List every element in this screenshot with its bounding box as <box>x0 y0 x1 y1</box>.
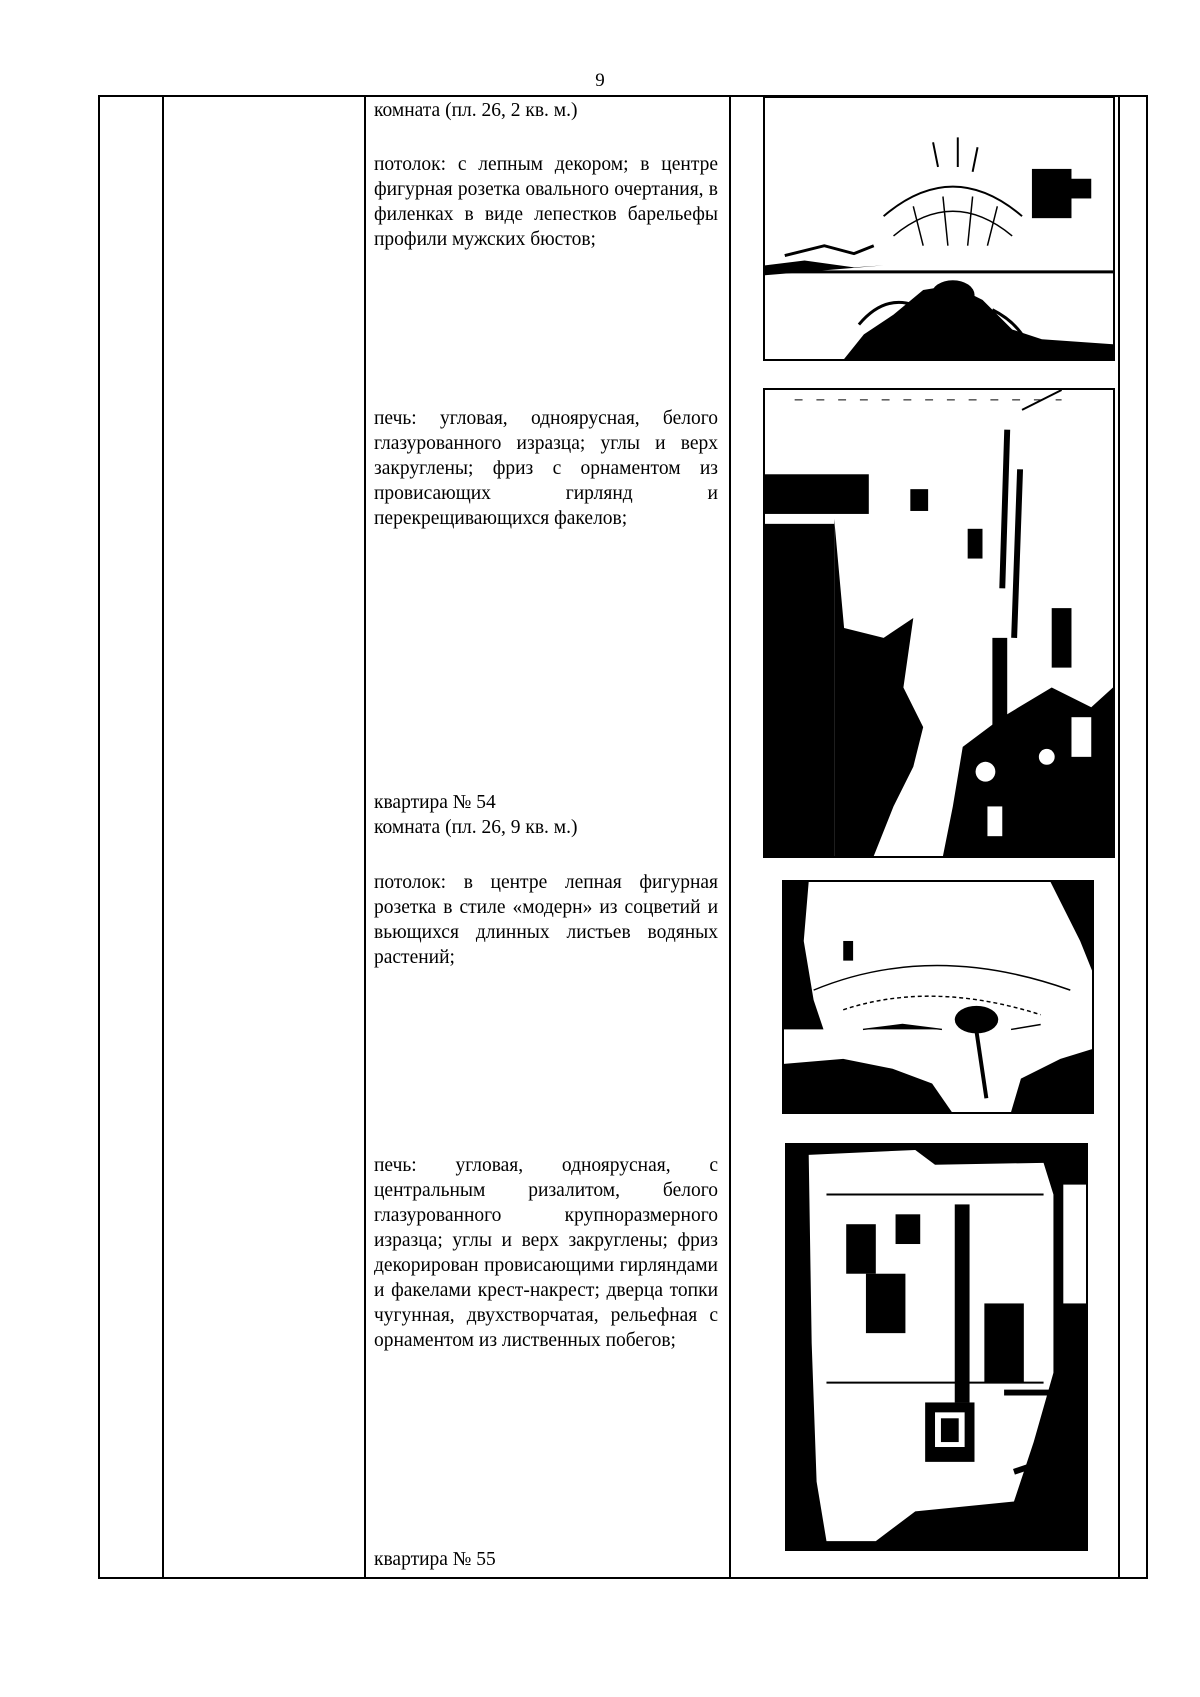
ceiling-rosette-lamp-photo <box>782 880 1094 1114</box>
column-divider-2 <box>364 95 366 1579</box>
ceiling-rosette-photo <box>763 96 1115 361</box>
corner-stove-photo <box>763 388 1115 858</box>
room-heading-1: комната (пл. 26, 2 кв. м.) <box>374 100 578 121</box>
stove-description-1: печь: угловая, одноярусная, белого глазурованного изразца; углы и верх закруглены; фриз с орнаментом из провисающих гирлянд и перекрещивающихся факелов; <box>374 408 718 529</box>
apartment-heading-55: квартира № 55 <box>374 1549 496 1570</box>
stove-description-2: печь: угловая, одноярусная, с центральным ризалитом, белого глазурованного крупноразмерного изразца; углы и верх закруглены; фриз декорирован провисающими гирляндами и факелами крест-накрест; дверца топки чугунная, двухстворчатая, рельефная с орнаментом из лиственных побегов; <box>374 1155 718 1351</box>
column-divider-1 <box>162 95 164 1579</box>
column-divider-3 <box>729 95 731 1579</box>
tiled-stove-photo <box>785 1143 1088 1551</box>
column-divider-4 <box>1118 95 1120 1579</box>
ceiling-description-1: потолок: с лепным декором; в центре фигурная розетка овального очертания, в филенках в виде лепестков барельефы профили мужских бюстов; <box>374 154 718 250</box>
ceiling-description-2: потолок: в центре лепная фигурная розетка в стиле «модерн» из соцветий и вьющихся длинных листьев водяных растений; <box>374 872 718 968</box>
page-number: 9 <box>595 70 605 91</box>
room-heading-2: комната (пл. 26, 9 кв. м.) <box>374 817 578 838</box>
apartment-heading-54: квартира № 54 <box>374 792 496 813</box>
